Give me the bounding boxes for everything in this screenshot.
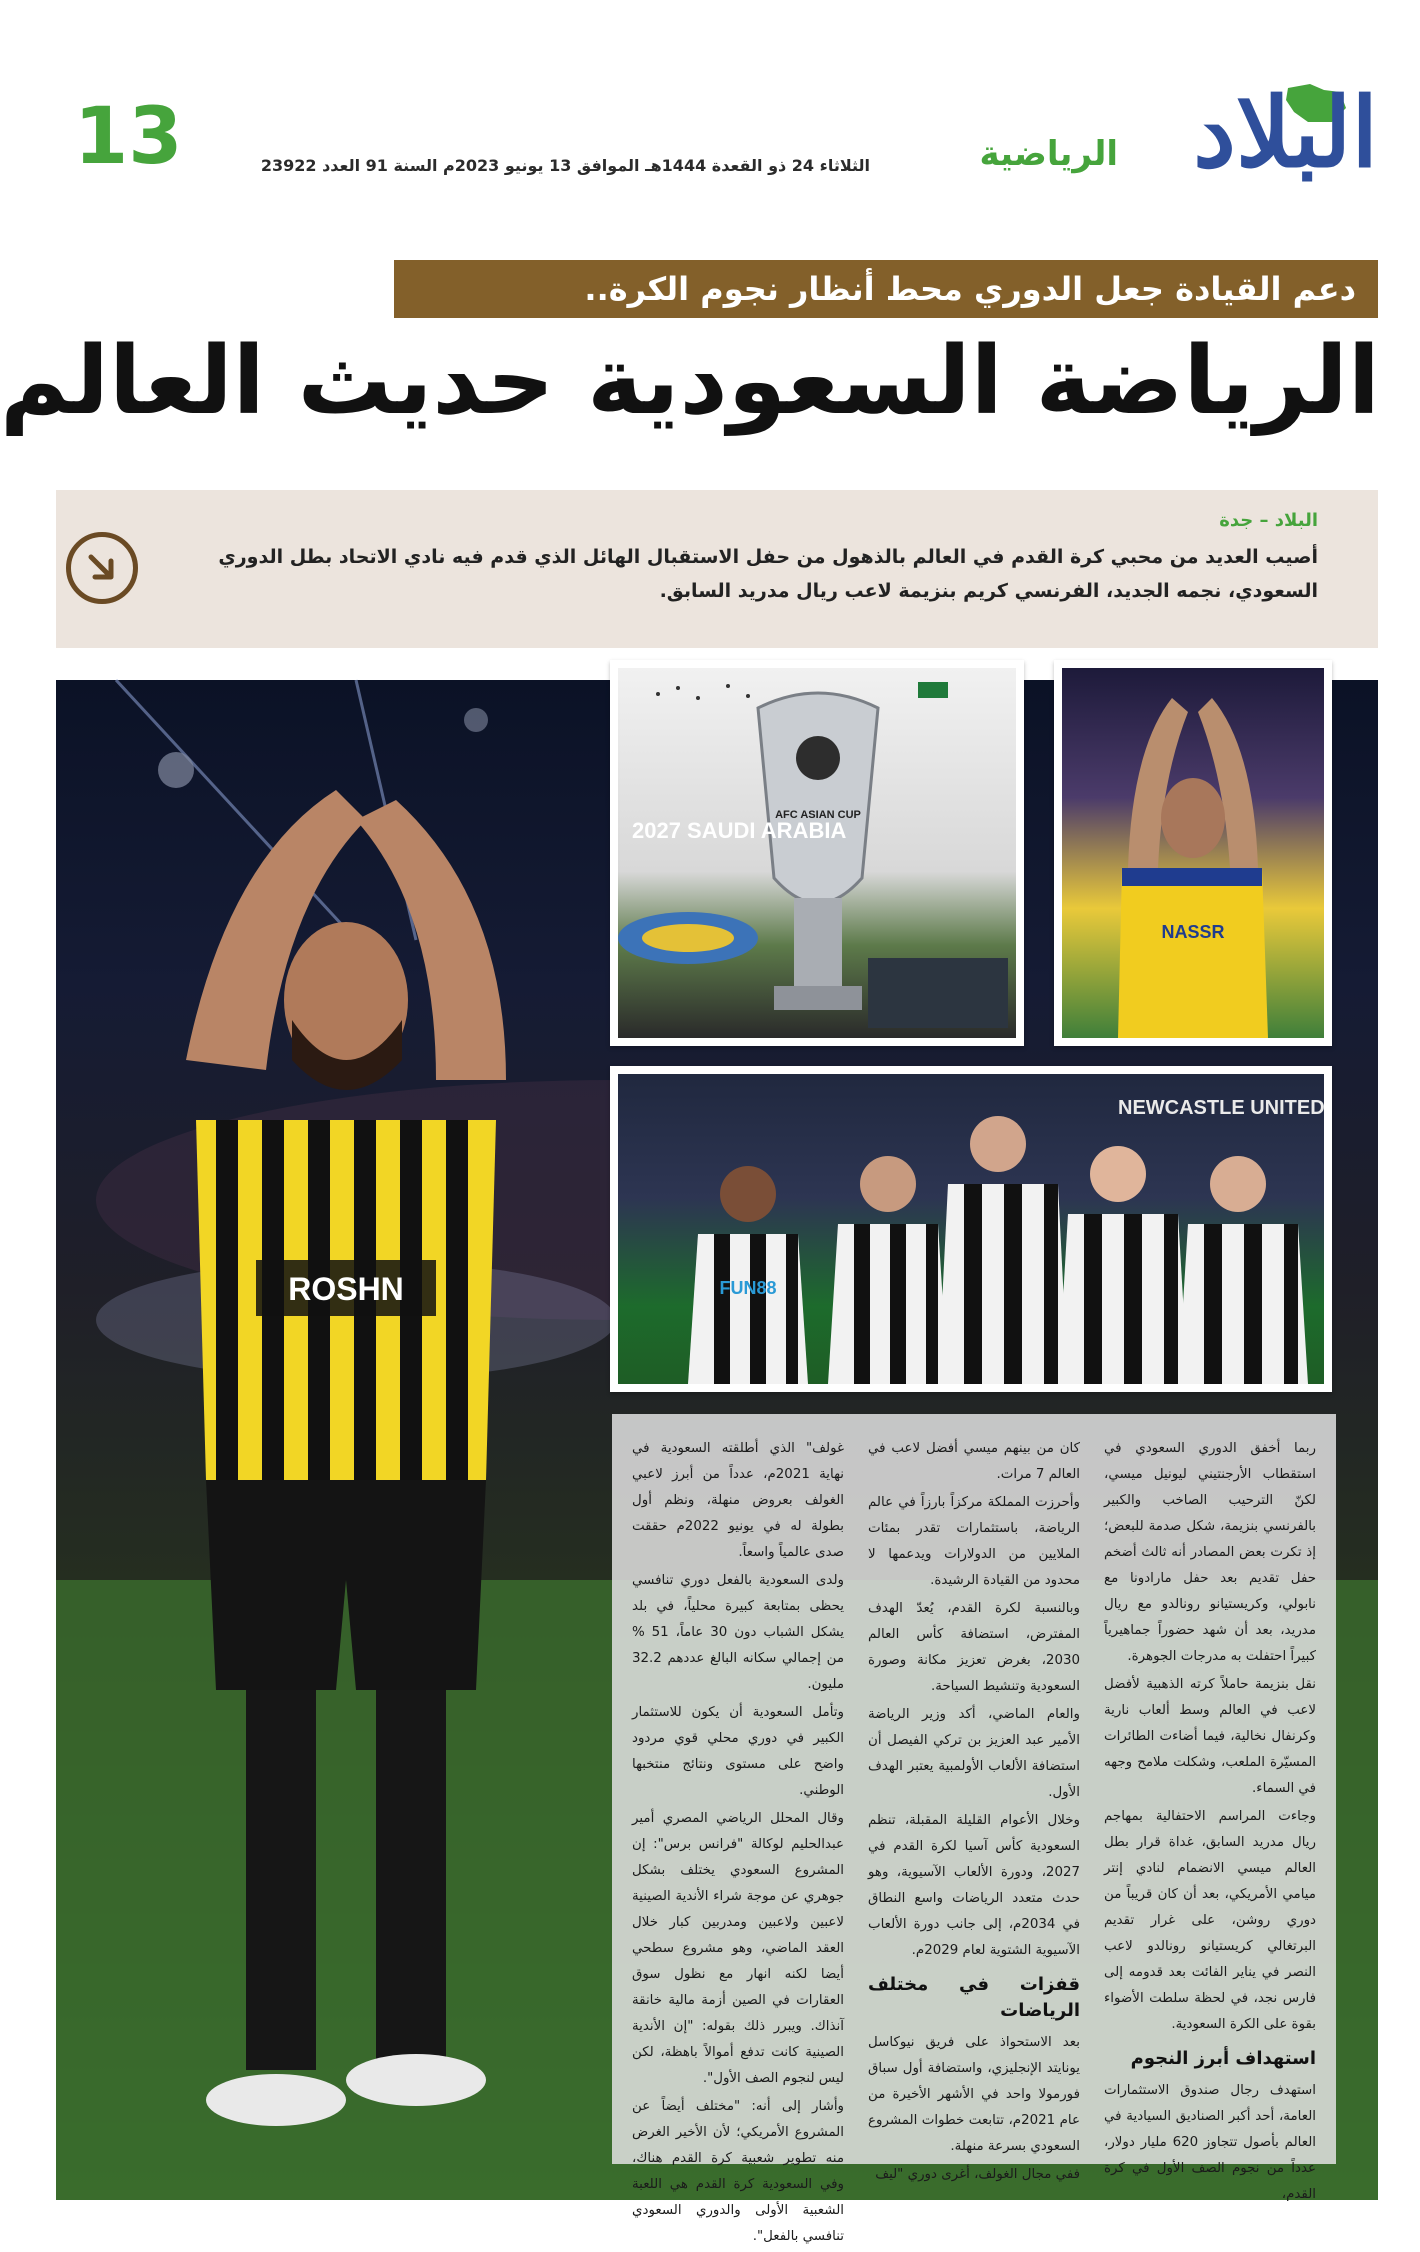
paragraph: بعد الاستحواذ على فريق نيوكاسل يونايتد الإنجليزي، واستضافة أول سباق فورمولا واحد في الأشهر الأخيرة من عام 2021م، تتابعت خطوات المشروع السعودي بسرعة منهلة. xyxy=(868,2035,1080,2154)
paragraph: ولدى السعودية بالفعل دوري تنافسي يحظى بمتابعة كبيرة محلياً، في بلد يشكل الشباب دون 30 عاماً، 51 % من إجمالي سكانه البالغ عددهم 32.2 مليون. xyxy=(632,1573,844,1692)
stadium-board: NEWCASTLE UNITED xyxy=(1118,1097,1325,1119)
paragraph: ربما أخفق الدوري السعودي في استقطاب الأرجنتيني ليونيل ميسي، لكنّ الترحيب الصاخب والكبير بالفرنسي بنزيمة، شكل صدمة للبعض؛ إذ تكرت بعض المصادر أنه ثالث أضخم حفل تقديم بعد حفل مارادونا مع نابولي، وكريستيانو رونالدو مع ريال مدريد، بعد أن شهد حضوراً جماهيرياً كبيراً احتفلت به مدرجات الجوهرة. xyxy=(1104,1441,1316,1664)
paragraph: كان من بينهم ميسي أفضل لاعب في العالم 7 مرات. xyxy=(868,1441,1080,1482)
byline: البلاد – جدة xyxy=(1219,510,1318,531)
photo-newcastle xyxy=(610,1066,1332,1392)
article-column-2 xyxy=(868,1436,1080,2182)
paragraph: استهدف رجال صندوق الاستثمارات العامة، أحد أكبر الصناديق السيادية في العالم بأصول تتجاوز 620 مليار دولار، عدداً من نجوم الصف الأول في كرة القدم، xyxy=(1104,2083,1316,2202)
sponsor-nassr: NASSR xyxy=(1161,922,1225,942)
headline-kicker xyxy=(394,260,1378,318)
paragraph: وقال المحلل الرياضي المصري أمير عبدالحليم لوكالة "فرانس برس": إن المشروع السعودي يختلف بشكل جوهري عن موجة شراء الأندية الصينية لاعبين ولاعبين ومدربين كبار خلال العقد الماضي، وهو مشروع سطحي أيضا لكنه انهار مع نظول سوق العقارات في الصين أزمة مالية خانقة آنذاك. ويبرر ذلك بقوله: "إن الأندية الصينية كانت تدفع أموالاً باهظة، لكن ليس لنجوم الصف الأول". xyxy=(632,1811,844,2086)
cup-caption: 2027 SAUDI ARABIA xyxy=(632,818,847,843)
page-number: 13 xyxy=(74,92,183,182)
intro-box xyxy=(56,490,1378,648)
kicker-text: دعم القيادة جعل الدوري محط أنظار نجوم الكرة.. xyxy=(584,270,1356,308)
players-celebrating xyxy=(688,1116,1308,1384)
main-headline: الرياضة السعودية حديث العالم xyxy=(0,327,1380,436)
asian-cup-trophy xyxy=(758,693,878,903)
arrow-down-right-icon xyxy=(66,532,138,604)
paragraph: وخلال الأعوام القليلة المقبلة، تنظم السعودية كأس آسيا لكرة القدم في 2027، ودورة الألعاب الآسيوية، وهو حدث متعدد الرياضات واسع النطاق في 2034م، إلى جانب دورة الألعاب الآسيوية الشتوية لعام 2029م. xyxy=(868,1813,1080,1958)
paragraph: وجاءت المراسم الاحتفالية بمهاجم ريال مدريد السابق، غداة قرار بطل العالم ميسي الانضمام لنادي إنتر ميامي الأمريكي، بعد أن كان قريباً من دوري روشن، على غرار تقديم البرتغالي كريستيانو رونالدو لاعب النصر في يناير الفائت بعد قدومه إلى فارس نجد، في لحظة سلطت الأضواء بقوة على الكرة السعودية. xyxy=(1104,1809,1316,2032)
photo-asian-cup xyxy=(610,660,1024,1046)
photo-ronaldo xyxy=(1054,660,1332,1046)
paragraph: وبالنسبة لكرة القدم، يُعدّ الهدف المفترض، استضافة كأس العالم 2030، بغرض تعزيز مكانة وصورة السعودية وتنشيط السياحة. xyxy=(868,1601,1080,1694)
subheading-stars: استهداف أبرز النجوم xyxy=(1130,2048,1316,2069)
paragraph: ففي مجال الغولف، أغرى دوري "ليف xyxy=(875,2167,1080,2182)
shirt-sponsor: FUN88 xyxy=(719,1278,777,1298)
newspaper-logo xyxy=(1128,76,1378,206)
article-column-1 xyxy=(1104,1436,1316,2202)
cup-badge: AFC ASIAN CUP xyxy=(775,809,861,821)
paragraph: غولف" الذي أطلقته السعودية في نهاية 2021م، عدداً من أبرز لاعبي الغولف بعروض منهلة، ونظم أول بطولة له في يونيو 2022م حققت صدى عالمياً واسعاً. xyxy=(632,1441,844,1560)
sponsor-roshn: ROSHN xyxy=(288,1271,404,1307)
dateline: الثلاثاء 24 ذو القعدة 1444هـ الموافق 13 يونيو 2023م السنة 91 العدد 23922 xyxy=(260,156,870,175)
paragraph: وتأمل السعودية أن يكون للاستثمار الكبير في دوري محلي قوي مردود واضح على مستوى ونتائج منتخبها الوطني. xyxy=(632,1705,844,1798)
logo-text: البلاد xyxy=(1193,76,1378,189)
paragraph: وأشار إلى أنه: "مختلف أيضاً عن المشروع الأمريكي؛ لأن الأخير الغرض منه تطوير شعبية كرة القدم هناك، وفي السعودية كرة القدم هي اللعبة الشعبية الأولى والدوري السعودي تنافسي بالفعل". xyxy=(632,2099,844,2244)
article-body xyxy=(612,1414,1336,2244)
paragraph: والعام الماضي، أكد وزير الرياضة الأمير عبد العزيز بن تركي الفيصل أن استضافة الألعاب الأولمبية يعتبر الهدف الأول. xyxy=(868,1707,1080,1800)
subheading-sports: قفزات في مختلف الرياضات xyxy=(868,1974,1080,2021)
birds-flock xyxy=(656,684,750,700)
lede-paragraph: أصيب العديد من محبي كرة القدم في العالم بالذهول من حفل الاستقبال الهائل الذي قدم فيه نادي الاتحاد بطل الدوري السعودي، نجمه الجديد، الفرنسي كريم بنزيمة لاعب ريال مدريد السابق. xyxy=(218,546,1318,602)
paragraph: نقل بنزيمة حاملاً كرته الذهبية لأفضل لاعب في العالم وسط ألعاب نارية وكرنفال نخالية، فيما أضاءت الطائرات المسيّرة الملعب، وشكلت ملامح وجهه في السماء. xyxy=(1104,1677,1316,1796)
article-column-3 xyxy=(632,1436,844,2244)
section-name: الرياضية xyxy=(979,134,1118,174)
paragraph: وأحرزت المملكة مركزاً بارزاً في عالم الرياضة، باستثمارات تقدر بمئات الملايين من الدولارات ويدعمها لا محدود من القيادة الرشيدة. xyxy=(868,1495,1080,1588)
